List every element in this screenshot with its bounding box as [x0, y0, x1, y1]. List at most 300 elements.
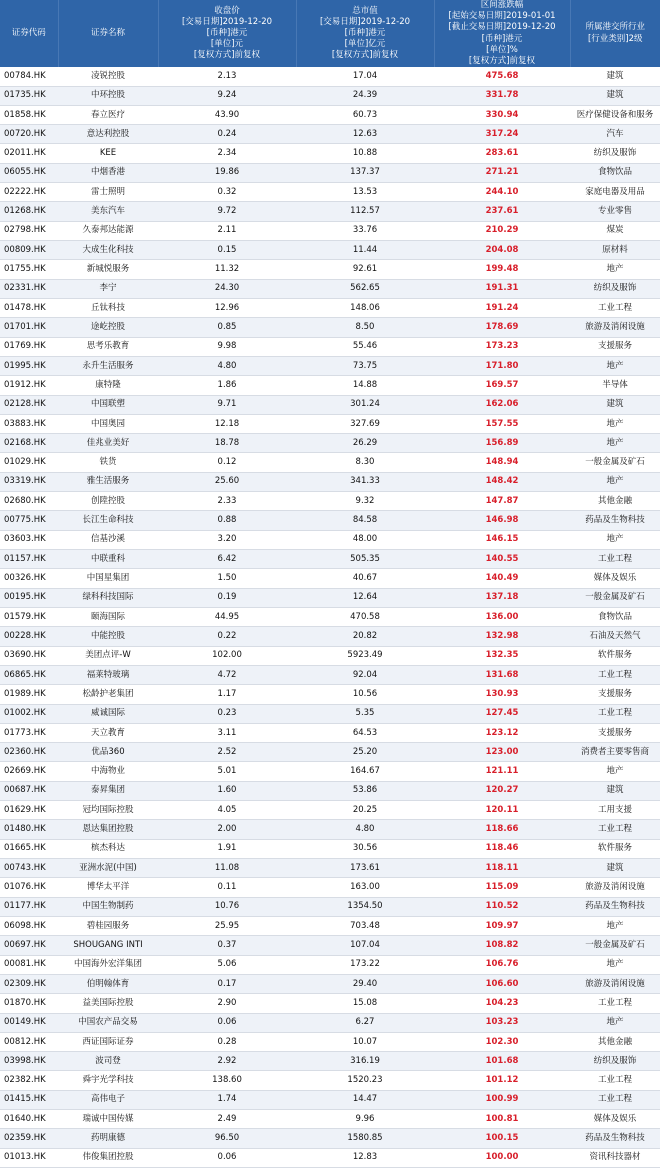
cell-code: 01665.HK — [0, 839, 58, 858]
cell-close: 1.74 — [158, 1090, 296, 1109]
cell-code: 03603.HK — [0, 530, 58, 549]
cell-industry: 石油及天然气 — [570, 627, 660, 646]
cell-mktcap: 92.04 — [296, 665, 434, 684]
cell-change: 131.68 — [434, 665, 570, 684]
cell-mktcap: 562.65 — [296, 279, 434, 298]
cell-name: 槟杰科达 — [58, 839, 158, 858]
cell-name: 泰昇集团 — [58, 781, 158, 800]
cell-mktcap: 163.00 — [296, 878, 434, 897]
table-row[interactable] — [0, 395, 660, 414]
cell-code: 00784.HK — [0, 67, 58, 86]
cell-close: 4.05 — [158, 801, 296, 820]
cell-close: 2.13 — [158, 67, 296, 86]
cell-code: 03319.HK — [0, 472, 58, 491]
cell-industry: 工业工程 — [570, 1071, 660, 1090]
header-mktcap-line: [币种]港元 — [344, 28, 386, 38]
header-close-line: [交易日期]2019-12-20 — [181, 16, 273, 27]
cell-name: 天立教育 — [58, 723, 158, 742]
cell-industry: 地产 — [570, 356, 660, 375]
cell-industry: 地产 — [570, 260, 660, 279]
cell-code: 02382.HK — [0, 1071, 58, 1090]
header-change[interactable] — [434, 0, 570, 67]
cell-mktcap: 107.04 — [296, 936, 434, 955]
cell-name: 康特隆 — [58, 376, 158, 395]
cell-name: 永升生活服务 — [58, 356, 158, 375]
cell-mktcap: 53.86 — [296, 781, 434, 800]
table-row[interactable] — [0, 588, 660, 607]
cell-close: 0.22 — [158, 627, 296, 646]
cell-industry: 家庭电器及用品 — [570, 183, 660, 202]
cell-name: 丘钛科技 — [58, 298, 158, 317]
table-row[interactable] — [0, 801, 660, 820]
cell-close: 0.88 — [158, 511, 296, 530]
cell-close: 1.60 — [158, 781, 296, 800]
table-row[interactable] — [0, 86, 660, 105]
cell-code: 02222.HK — [0, 183, 58, 202]
table-row[interactable] — [0, 221, 660, 240]
table-row[interactable] — [0, 878, 660, 897]
cell-mktcap: 6.27 — [296, 1013, 434, 1032]
cell-name: 意达利控股 — [58, 125, 158, 144]
table-row[interactable] — [0, 569, 660, 588]
cell-name: 药明康德 — [58, 1129, 158, 1148]
table-row[interactable] — [0, 511, 660, 530]
table-row[interactable] — [0, 453, 660, 472]
table-row[interactable] — [0, 607, 660, 626]
cell-change: 210.29 — [434, 221, 570, 240]
table-row[interactable] — [0, 1032, 660, 1051]
cell-code: 06865.HK — [0, 665, 58, 684]
header-close-line: [复权方式]前复权 — [193, 50, 261, 61]
cell-industry: 工业工程 — [570, 665, 660, 684]
cell-change: 108.82 — [434, 936, 570, 955]
table-header — [0, 0, 660, 67]
cell-name: 中国联塑 — [58, 395, 158, 414]
cell-industry: 地产 — [570, 762, 660, 781]
cell-change: 121.11 — [434, 762, 570, 781]
cell-industry: 工业工程 — [570, 820, 660, 839]
table-row[interactable] — [0, 492, 660, 511]
header-change-line: [截止交易日期]2019-12-20 — [448, 22, 556, 33]
cell-name: 春立医疗 — [58, 105, 158, 124]
cell-industry: 工业工程 — [570, 1090, 660, 1109]
table-row[interactable] — [0, 781, 660, 800]
cell-close: 0.12 — [158, 453, 296, 472]
table-row[interactable] — [0, 762, 660, 781]
cell-name: 中国奥园 — [58, 414, 158, 433]
cell-close: 43.90 — [158, 105, 296, 124]
cell-mktcap: 10.88 — [296, 144, 434, 163]
cell-change: 136.00 — [434, 607, 570, 626]
cell-industry: 汽车 — [570, 125, 660, 144]
cell-code: 00081.HK — [0, 955, 58, 974]
table-row[interactable] — [0, 743, 660, 762]
cell-mktcap: 26.29 — [296, 434, 434, 453]
cell-close: 25.60 — [158, 472, 296, 491]
cell-name: 佳兆业美好 — [58, 434, 158, 453]
table-row[interactable] — [0, 376, 660, 395]
cell-name: 中烟香港 — [58, 163, 158, 182]
cell-close: 5.06 — [158, 955, 296, 974]
cell-name: 波司登 — [58, 1052, 158, 1071]
cell-mktcap: 48.00 — [296, 530, 434, 549]
cell-change: 100.00 — [434, 1148, 570, 1167]
cell-industry: 建筑 — [570, 86, 660, 105]
header-mktcap-line: 总市值 — [352, 5, 378, 16]
cell-mktcap: 64.53 — [296, 723, 434, 742]
header-change-line: [单位]% — [486, 44, 518, 55]
cell-code: 01870.HK — [0, 994, 58, 1013]
cell-mktcap: 29.40 — [296, 974, 434, 993]
header-mktcap[interactable] — [296, 0, 434, 67]
cell-change: 104.23 — [434, 994, 570, 1013]
cell-industry: 媒体及娱乐 — [570, 569, 660, 588]
cell-mktcap: 55.46 — [296, 337, 434, 356]
cell-name: 中国生物制药 — [58, 897, 158, 916]
cell-industry: 支援服务 — [570, 685, 660, 704]
header-industry-line: [行业类别]2级 — [587, 33, 643, 44]
cell-industry: 旅游及消闲设施 — [570, 974, 660, 993]
cell-industry: 其他金融 — [570, 1032, 660, 1051]
cell-mktcap: 5.35 — [296, 704, 434, 723]
cell-close: 18.78 — [158, 434, 296, 453]
cell-mktcap: 10.07 — [296, 1032, 434, 1051]
cell-name: 大成生化科技 — [58, 241, 158, 260]
header-close-line: [币种]港元 — [206, 28, 248, 38]
cell-name: 舜宇光学科技 — [58, 1071, 158, 1090]
table-row[interactable] — [0, 665, 660, 684]
cell-code: 03998.HK — [0, 1052, 58, 1071]
cell-code: 03690.HK — [0, 646, 58, 665]
cell-industry: 原材料 — [570, 241, 660, 260]
cell-close: 11.32 — [158, 260, 296, 279]
table-body — [0, 67, 660, 1167]
table-row[interactable] — [0, 936, 660, 955]
table-row[interactable] — [0, 550, 660, 569]
cell-mktcap: 5923.49 — [296, 646, 434, 665]
cell-change: 475.68 — [434, 67, 570, 86]
cell-industry: 软件服务 — [570, 839, 660, 858]
cell-change: 100.81 — [434, 1110, 570, 1129]
cell-name: 信基沙溪 — [58, 530, 158, 549]
table-row[interactable] — [0, 704, 660, 723]
table-row[interactable] — [0, 1110, 660, 1129]
cell-code: 00743.HK — [0, 859, 58, 878]
cell-industry: 工业工程 — [570, 298, 660, 317]
cell-close: 4.72 — [158, 665, 296, 684]
cell-industry: 工业工程 — [570, 704, 660, 723]
cell-change: 271.21 — [434, 163, 570, 182]
cell-code: 01858.HK — [0, 105, 58, 124]
table-row[interactable] — [0, 1148, 660, 1167]
table-row[interactable] — [0, 183, 660, 202]
cell-close: 6.42 — [158, 550, 296, 569]
table-row[interactable] — [0, 241, 660, 260]
cell-change: 100.15 — [434, 1129, 570, 1148]
table-row[interactable] — [0, 627, 660, 646]
table-row[interactable] — [0, 163, 660, 182]
cell-name: 西证国际证券 — [58, 1032, 158, 1051]
cell-close: 12.18 — [158, 414, 296, 433]
cell-change: 191.31 — [434, 279, 570, 298]
cell-close: 9.24 — [158, 86, 296, 105]
cell-code: 01912.HK — [0, 376, 58, 395]
cell-change: 156.89 — [434, 434, 570, 453]
cell-code: 01579.HK — [0, 607, 58, 626]
header-close[interactable] — [158, 0, 296, 67]
header-mktcap-line: [复权方式]前复权 — [331, 50, 399, 61]
cell-industry: 纺织及服饰 — [570, 279, 660, 298]
cell-name: 中国海外宏洋集团 — [58, 955, 158, 974]
cell-code: 01415.HK — [0, 1090, 58, 1109]
cell-change: 118.66 — [434, 820, 570, 839]
cell-industry: 药品及生物科技 — [570, 1129, 660, 1148]
table-row[interactable] — [0, 279, 660, 298]
cell-change: 147.87 — [434, 492, 570, 511]
header-mktcap-line: [交易日期]2019-12-20 — [319, 16, 411, 27]
cell-change: 101.68 — [434, 1052, 570, 1071]
header-mktcap-line: [单位]亿元 — [344, 39, 386, 50]
table-row[interactable] — [0, 144, 660, 163]
table-row[interactable] — [0, 839, 660, 858]
cell-change: 331.78 — [434, 86, 570, 105]
cell-mktcap: 1520.23 — [296, 1071, 434, 1090]
table-row[interactable] — [0, 1129, 660, 1148]
cell-industry: 一般金属及矿石 — [570, 588, 660, 607]
cell-name: 博华太平洋 — [58, 878, 158, 897]
table-row[interactable] — [0, 723, 660, 742]
cell-close: 2.92 — [158, 1052, 296, 1071]
cell-close: 102.00 — [158, 646, 296, 665]
cell-name: 冠均国际控股 — [58, 801, 158, 820]
cell-industry: 地产 — [570, 955, 660, 974]
cell-name: 新城悦服务 — [58, 260, 158, 279]
table-row[interactable] — [0, 646, 660, 665]
table-row[interactable] — [0, 820, 660, 839]
cell-change: 237.61 — [434, 202, 570, 221]
cell-industry: 旅游及消闲设施 — [570, 318, 660, 337]
cell-change: 140.49 — [434, 569, 570, 588]
table-row[interactable] — [0, 298, 660, 317]
cell-close: 1.86 — [158, 376, 296, 395]
cell-mktcap: 92.61 — [296, 260, 434, 279]
cell-code: 01735.HK — [0, 86, 58, 105]
cell-industry: 工用支援 — [570, 801, 660, 820]
cell-name: 中能控股 — [58, 627, 158, 646]
cell-name: 益美国际控股 — [58, 994, 158, 1013]
table-row[interactable] — [0, 356, 660, 375]
table-row[interactable] — [0, 1071, 660, 1090]
cell-industry: 媒体及娱乐 — [570, 1110, 660, 1129]
cell-code: 01029.HK — [0, 453, 58, 472]
cell-mktcap: 341.33 — [296, 472, 434, 491]
cell-change: 106.76 — [434, 955, 570, 974]
cell-close: 44.95 — [158, 607, 296, 626]
cell-close: 0.06 — [158, 1148, 296, 1167]
cell-code: 02168.HK — [0, 434, 58, 453]
cell-close: 0.23 — [158, 704, 296, 723]
cell-code: 00809.HK — [0, 241, 58, 260]
table-row[interactable] — [0, 897, 660, 916]
cell-change: 199.48 — [434, 260, 570, 279]
cell-name: 创陞控股 — [58, 492, 158, 511]
cell-name: 绿科科技国际 — [58, 588, 158, 607]
cell-name: 美东汽车 — [58, 202, 158, 221]
cell-mktcap: 12.83 — [296, 1148, 434, 1167]
table-row[interactable] — [0, 955, 660, 974]
cell-change: 102.30 — [434, 1032, 570, 1051]
cell-close: 138.60 — [158, 1071, 296, 1090]
cell-change: 317.24 — [434, 125, 570, 144]
cell-code: 01002.HK — [0, 704, 58, 723]
cell-code: 02669.HK — [0, 762, 58, 781]
table-row[interactable] — [0, 916, 660, 935]
table-row[interactable] — [0, 67, 660, 86]
cell-name: 中海物业 — [58, 762, 158, 781]
cell-close: 3.20 — [158, 530, 296, 549]
table-row[interactable] — [0, 125, 660, 144]
cell-change: 132.35 — [434, 646, 570, 665]
cell-code: 02798.HK — [0, 221, 58, 240]
cell-name: 长江生命科技 — [58, 511, 158, 530]
table-row[interactable] — [0, 1090, 660, 1109]
cell-change: 173.23 — [434, 337, 570, 356]
cell-name: 中联重科 — [58, 550, 158, 569]
cell-mktcap: 173.22 — [296, 955, 434, 974]
cell-close: 4.80 — [158, 356, 296, 375]
cell-close: 2.34 — [158, 144, 296, 163]
cell-close: 1.17 — [158, 685, 296, 704]
header-change-line: 区间涨跌幅 — [480, 0, 524, 10]
cell-industry: 其他金融 — [570, 492, 660, 511]
cell-industry: 建筑 — [570, 395, 660, 414]
cell-close: 2.90 — [158, 994, 296, 1013]
cell-code: 01640.HK — [0, 1110, 58, 1129]
table-row[interactable] — [0, 337, 660, 356]
cell-change: 140.55 — [434, 550, 570, 569]
cell-code: 01076.HK — [0, 878, 58, 897]
table-row[interactable] — [0, 260, 660, 279]
cell-code: 00697.HK — [0, 936, 58, 955]
table-row[interactable] — [0, 974, 660, 993]
cell-close: 24.30 — [158, 279, 296, 298]
cell-close: 9.98 — [158, 337, 296, 356]
cell-name: 碧桂园服务 — [58, 916, 158, 935]
cell-mktcap: 14.88 — [296, 376, 434, 395]
cell-code: 02011.HK — [0, 144, 58, 163]
table-row[interactable] — [0, 1013, 660, 1032]
table-row[interactable] — [0, 994, 660, 1013]
table-row[interactable] — [0, 472, 660, 491]
cell-name: 中国农产品交易 — [58, 1013, 158, 1032]
cell-name: 福莱特玻璃 — [58, 665, 158, 684]
cell-name: 雅生活服务 — [58, 472, 158, 491]
cell-industry: 纺织及服饰 — [570, 1052, 660, 1071]
cell-change: 109.97 — [434, 916, 570, 935]
cell-code: 01157.HK — [0, 550, 58, 569]
table-row[interactable] — [0, 685, 660, 704]
cell-change: 120.11 — [434, 801, 570, 820]
cell-mktcap: 10.56 — [296, 685, 434, 704]
cell-mktcap: 301.24 — [296, 395, 434, 414]
cell-name: 雷士照明 — [58, 183, 158, 202]
cell-close: 0.19 — [158, 588, 296, 607]
cell-close: 0.17 — [158, 974, 296, 993]
cell-code: 01701.HK — [0, 318, 58, 337]
cell-industry: 地产 — [570, 414, 660, 433]
cell-industry: 药品及生物科技 — [570, 511, 660, 530]
table-row[interactable] — [0, 530, 660, 549]
cell-name: 思考乐教育 — [58, 337, 158, 356]
cell-close: 10.76 — [158, 897, 296, 916]
header-name[interactable]: 证券名称 — [58, 0, 158, 67]
table-row[interactable] — [0, 202, 660, 221]
cell-code: 00775.HK — [0, 511, 58, 530]
cell-code: 02128.HK — [0, 395, 58, 414]
table-row[interactable] — [0, 434, 660, 453]
cell-mktcap: 327.69 — [296, 414, 434, 433]
cell-change: 123.00 — [434, 743, 570, 762]
cell-mktcap: 20.82 — [296, 627, 434, 646]
cell-mktcap: 33.76 — [296, 221, 434, 240]
cell-name: 李宁 — [58, 279, 158, 298]
cell-name: 亚洲水泥(中国) — [58, 859, 158, 878]
cell-name: 久泰邦达能源 — [58, 221, 158, 240]
cell-code: 00149.HK — [0, 1013, 58, 1032]
cell-mktcap: 12.64 — [296, 588, 434, 607]
cell-name: 瑞诚中国传媒 — [58, 1110, 158, 1129]
header-close-line: 收盘价 — [214, 5, 240, 16]
cell-industry: 煤炭 — [570, 221, 660, 240]
cell-industry: 食物饮品 — [570, 163, 660, 182]
cell-name: 高伟电子 — [58, 1090, 158, 1109]
cell-mktcap: 505.35 — [296, 550, 434, 569]
table-row[interactable] — [0, 105, 660, 124]
cell-close: 0.15 — [158, 241, 296, 260]
header-industry[interactable] — [570, 0, 660, 67]
cell-mktcap: 13.53 — [296, 183, 434, 202]
cell-mktcap: 20.25 — [296, 801, 434, 820]
cell-change: 103.23 — [434, 1013, 570, 1032]
cell-code: 02360.HK — [0, 743, 58, 762]
cell-name: 颐海国际 — [58, 607, 158, 626]
cell-mktcap: 148.06 — [296, 298, 434, 317]
cell-code: 01268.HK — [0, 202, 58, 221]
cell-industry: 医疗保健设备和服务 — [570, 105, 660, 124]
cell-code: 01629.HK — [0, 801, 58, 820]
cell-industry: 工业工程 — [570, 550, 660, 569]
cell-close: 0.11 — [158, 878, 296, 897]
cell-close: 9.71 — [158, 395, 296, 414]
cell-change: 106.60 — [434, 974, 570, 993]
cell-code: 02309.HK — [0, 974, 58, 993]
cell-close: 25.95 — [158, 916, 296, 935]
table-row[interactable] — [0, 414, 660, 433]
cell-industry: 支援服务 — [570, 723, 660, 742]
table-row[interactable] — [0, 1052, 660, 1071]
cell-close: 0.85 — [158, 318, 296, 337]
cell-code: 00812.HK — [0, 1032, 58, 1051]
cell-change: 137.18 — [434, 588, 570, 607]
table-row[interactable] — [0, 859, 660, 878]
table-row[interactable] — [0, 318, 660, 337]
cell-close: 0.37 — [158, 936, 296, 955]
cell-change: 127.45 — [434, 704, 570, 723]
cell-mktcap: 15.08 — [296, 994, 434, 1013]
cell-mktcap: 173.61 — [296, 859, 434, 878]
header-change-line: [起始交易日期]2019-01-01 — [448, 11, 556, 22]
header-code[interactable]: 证券代码 — [0, 0, 58, 67]
